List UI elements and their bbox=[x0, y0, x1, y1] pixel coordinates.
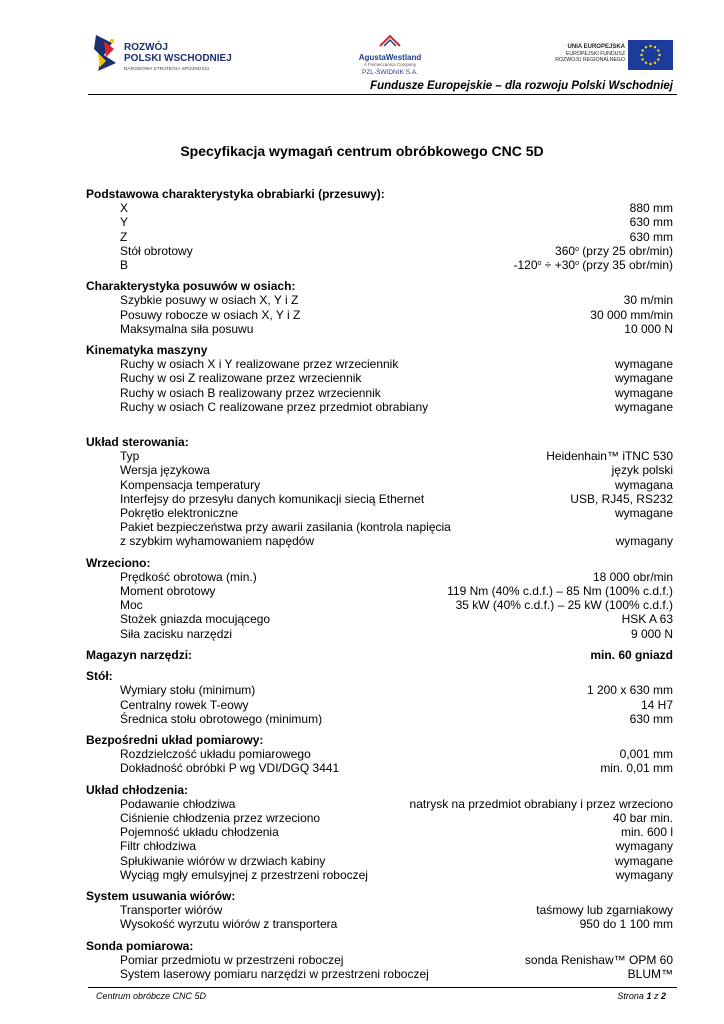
section-heading-posuwy: Charakterystyka posuwów w osiach: bbox=[86, 279, 296, 294]
spec-value: 30 m/min bbox=[623, 293, 673, 308]
agustawestland-emblem-icon bbox=[378, 34, 402, 48]
spec-row bbox=[86, 400, 673, 414]
rpw-emblem-icon bbox=[92, 33, 120, 73]
spec-value: wymagane bbox=[614, 357, 673, 372]
spec-row bbox=[86, 308, 673, 322]
rpw-line2: POLSKI WSCHODNIEJ bbox=[124, 53, 232, 64]
spec-row bbox=[86, 322, 673, 336]
page-title: Specyfikacja wymagań centrum obróbkowego CNC 5D bbox=[180, 143, 544, 159]
spec-row bbox=[86, 357, 673, 371]
spec-value: natrysk na przedmiot obrabiany i przez wrzeciono bbox=[409, 796, 673, 811]
ue-line1: UNIA EUROPEJSKA bbox=[567, 44, 625, 50]
spec-label: Posuwy robocze w osiach X, Y i Z bbox=[120, 307, 301, 322]
spec-value: HSK A 63 bbox=[621, 612, 673, 627]
spec-label: Rozdzielczość układu pomiarowego bbox=[120, 747, 311, 762]
spec-value: 880 mm bbox=[629, 201, 673, 216]
spec-label: Ruchy w osiach B realizowany przez wrzeciennik bbox=[120, 385, 381, 400]
spec-label: Stół obrotowy bbox=[120, 243, 193, 258]
spec-label: Moc bbox=[120, 598, 143, 613]
header-motto: Fundusze Europejskie – dla rozwoju Polski Wschodniej bbox=[370, 80, 673, 92]
spec-label: Wyciąg mgły emulsyjnej z przestrzeni roboczej bbox=[120, 867, 368, 882]
spec-value: 18 000 obr/min bbox=[592, 569, 673, 584]
section-heading-chlodzenie: Układ chłodzenia: bbox=[86, 782, 189, 797]
rpw-subtitle: NARODOWA STRATEGIA SPÓJNOŚCI bbox=[124, 66, 210, 71]
spec-row bbox=[86, 293, 673, 307]
spec-row bbox=[86, 386, 673, 400]
spec-row bbox=[86, 215, 673, 229]
spec-row bbox=[86, 712, 673, 726]
spec-value: wymagany bbox=[615, 867, 673, 882]
spec-label: Interfejsy do przesyłu danych komunikacji siecią Ethernet bbox=[120, 491, 425, 506]
section-heading-sterowanie: Układ sterowania: bbox=[86, 435, 189, 450]
spec-content bbox=[86, 187, 673, 981]
spec-label: Pojemność układu chłodzenia bbox=[120, 825, 279, 840]
spec-label: Z bbox=[120, 229, 128, 244]
spec-label: Wysokość wyrzutu wiórów z transportera bbox=[120, 917, 338, 932]
spec-value: wymagane bbox=[614, 853, 673, 868]
spec-value: język polski bbox=[611, 463, 673, 478]
spec-label: Pomiar przedmiotu w przestrzeni roboczej bbox=[120, 952, 344, 967]
spec-value: wymagany bbox=[615, 534, 673, 549]
spec-label: Średnica stołu obrotowego (minimum) bbox=[120, 711, 323, 726]
spec-row bbox=[86, 492, 673, 506]
spec-value: wymagane bbox=[614, 385, 673, 400]
spec-value: USB, RJ45, RS232 bbox=[570, 491, 673, 506]
spec-label: Spłukiwanie wiórów w drzwiach kabiny bbox=[120, 853, 326, 868]
spec-value: sonda Renishaw™ OPM 60 bbox=[524, 952, 673, 967]
spec-value: wymagana bbox=[614, 477, 673, 492]
spec-row bbox=[86, 612, 673, 626]
spec-label: Stożek gniazda mocującego bbox=[120, 612, 271, 627]
spec-value: min. 0,01 mm bbox=[600, 761, 673, 776]
eu-flag-icon bbox=[628, 40, 673, 70]
spec-value: 10 000 N bbox=[624, 321, 673, 336]
spec-label: Wymiary stołu (minimum) bbox=[120, 683, 256, 698]
spec-row bbox=[86, 627, 673, 641]
spec-value: 40 bar min. bbox=[612, 810, 673, 825]
spec-row bbox=[86, 953, 673, 967]
spec-value: $-120^o \div +30^o$ (przy 35 obr/min) bbox=[513, 258, 673, 273]
spec-label: Ruchy w osiach X i Y realizowane przez wrzeciennik bbox=[120, 357, 399, 372]
spec-value: 630 mm bbox=[629, 711, 673, 726]
spec-row bbox=[86, 570, 673, 584]
section-heading-kinematyka: Kinematyka maszyny bbox=[86, 343, 208, 358]
logo-agustawestland bbox=[345, 34, 435, 78]
spec-row bbox=[86, 534, 673, 548]
spec-label: B bbox=[120, 258, 129, 273]
spec-row bbox=[86, 825, 673, 839]
spec-row bbox=[86, 520, 673, 534]
spec-row bbox=[86, 761, 673, 775]
footer-doc-name: Centrum obróbcze CNC 5D bbox=[96, 991, 207, 1001]
spec-row bbox=[86, 230, 673, 244]
ue-line2: EUROPEJSKI FUNDUSZ bbox=[565, 50, 625, 57]
spec-value: wymagane bbox=[614, 506, 673, 521]
spec-value: wymagany bbox=[615, 839, 673, 854]
aw-sub: A Finmeccanica Company bbox=[363, 62, 417, 67]
spec-value: taśmowy lub zgarniakowy bbox=[536, 903, 673, 918]
spec-label: Ruchy w osiach C realizowane przez przedmiot obrabiany bbox=[120, 399, 429, 414]
spec-row bbox=[86, 201, 673, 215]
spec-value: 630 mm bbox=[629, 215, 673, 230]
spec-label: Ciśnienie chłodzenia przez wrzeciono bbox=[120, 810, 321, 825]
header-divider bbox=[88, 94, 677, 95]
spec-row bbox=[86, 506, 673, 520]
spec-row bbox=[86, 747, 673, 761]
spec-label: Dokładność obróbki P wg VDI/DGQ 3441 bbox=[120, 761, 340, 776]
spec-label: Pokrętło elektroniczne bbox=[120, 506, 239, 521]
spec-value: BLUM™ bbox=[627, 966, 673, 981]
spec-row bbox=[86, 449, 673, 463]
spec-value: 9 000 N bbox=[630, 626, 673, 641]
footer-page-number: Strona 1 z 2 bbox=[617, 991, 666, 1001]
spec-label: Centralny rowek T-eowy bbox=[120, 697, 249, 712]
spec-row bbox=[86, 839, 673, 853]
spec-value: wymagane bbox=[614, 371, 673, 386]
spec-label: Maksymalna siła posuwu bbox=[120, 321, 254, 336]
rpw-line1: ROZWÓJ bbox=[124, 42, 168, 53]
spec-label: Ruchy w osi Z realizowane przez wrzeciennik bbox=[120, 371, 362, 386]
logo-rozwoj-polski-wschodniej bbox=[92, 33, 242, 77]
spec-label: Typ bbox=[120, 449, 140, 464]
spec-value: 30 000 mm/min bbox=[590, 307, 673, 322]
logo-unia-europejska bbox=[553, 38, 673, 72]
spec-value: 630 mm bbox=[629, 229, 673, 244]
spec-value: 35 kW (40% c.d.f.) – 25 kW (100% c.d.f.) bbox=[455, 598, 673, 613]
spec-row bbox=[86, 371, 673, 385]
spec-row bbox=[86, 698, 673, 712]
footer-divider bbox=[88, 987, 677, 988]
section-heading-wrzeciono: Wrzeciono: bbox=[86, 555, 151, 570]
spec-value: Heidenhain™ iTNC 530 bbox=[546, 449, 673, 464]
spec-row bbox=[86, 967, 673, 981]
spec-value: 1 200 x 630 mm bbox=[586, 683, 673, 698]
spec-label: Kompensacja temperatury bbox=[120, 477, 261, 492]
section-heading-sonda: Sonda pomiarowa: bbox=[86, 938, 194, 953]
spec-value: 950 do 1 100 mm bbox=[579, 917, 673, 932]
spec-label: Prędkość obrotowa (min.) bbox=[120, 569, 257, 584]
spec-label: X bbox=[120, 201, 129, 216]
spec-row bbox=[86, 478, 673, 492]
spec-label: Filtr chłodziwa bbox=[120, 839, 197, 854]
pzl-name: PZL-ŚWIDNIK S.A. bbox=[362, 69, 418, 76]
spec-value: 360$^o$ (przy 25 obr/min) bbox=[555, 243, 673, 258]
section-heading-wiory: System usuwania wiórów: bbox=[86, 888, 236, 903]
spec-row bbox=[86, 598, 673, 612]
spec-label: Moment obrotowy bbox=[120, 584, 216, 599]
spec-row bbox=[86, 797, 673, 811]
spec-row bbox=[86, 584, 673, 598]
spec-label: Podawanie chłodziwa bbox=[120, 796, 236, 811]
spec-value: 14 H7 bbox=[640, 697, 673, 712]
spec-row bbox=[86, 854, 673, 868]
section-heading-pomiarowy: Bezpośredni układ pomiarowy: bbox=[86, 732, 264, 747]
spec-value: 119 Nm (40% c.d.f.) – 85 Nm (100% c.d.f.) bbox=[447, 584, 673, 599]
spec-row bbox=[86, 903, 673, 917]
section-heading-przesuwy: Podstawowa charakterystyka obrabiarki (przesuwy): bbox=[86, 187, 385, 201]
section-heading-stol: Stół: bbox=[86, 669, 113, 684]
spec-label: Transporter wiórów bbox=[120, 903, 223, 918]
spec-row bbox=[86, 244, 673, 258]
ue-line3: ROZWOJU REGIONALNEGO bbox=[555, 57, 625, 63]
spec-value: min. 600 l bbox=[620, 825, 673, 840]
aw-name: AgustaWestland bbox=[358, 53, 422, 62]
spec-row bbox=[86, 258, 673, 272]
spec-row bbox=[86, 683, 673, 697]
spec-row bbox=[86, 917, 673, 931]
spec-row-magazyn bbox=[86, 648, 673, 662]
spec-label: Szybkie posuwy w osiach X, Y i Z bbox=[120, 293, 299, 308]
spec-label: Pakiet bezpieczeństwa przy awarii zasilania (kontrola napięcia bbox=[120, 520, 451, 535]
spec-row bbox=[86, 463, 673, 477]
spec-label: z szybkim wyhamowaniem napędów bbox=[120, 534, 315, 549]
spec-label: Siła zacisku narzędzi bbox=[120, 626, 233, 641]
spec-label: Y bbox=[120, 215, 129, 230]
spec-label: System laserowy pomiaru narzędzi w przestrzeni roboczej bbox=[120, 966, 429, 981]
spec-value: wymagane bbox=[614, 399, 673, 414]
spec-row bbox=[86, 811, 673, 825]
section-heading-magazyn: Magazyn narzędzi: bbox=[86, 647, 193, 662]
spec-value: 0,001 mm bbox=[619, 747, 673, 762]
spec-value: min. 60 gniazd bbox=[590, 647, 673, 662]
spec-row bbox=[86, 868, 673, 882]
spec-label: Wersja językowa bbox=[120, 463, 210, 478]
